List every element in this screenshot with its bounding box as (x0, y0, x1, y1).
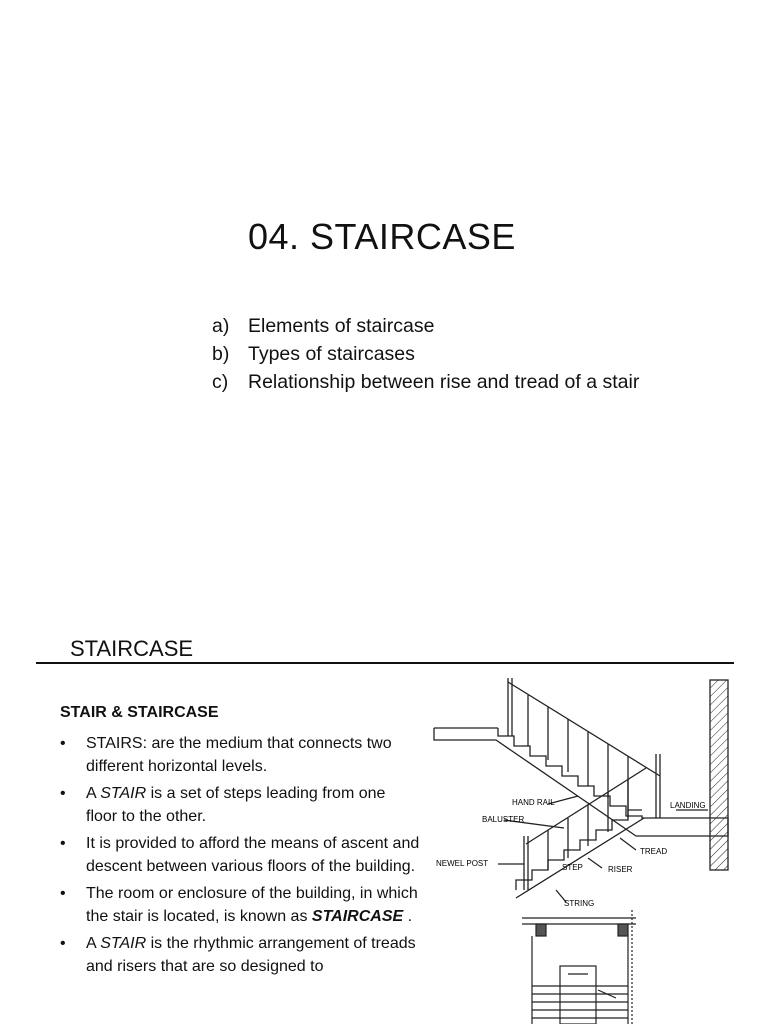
bullet-emphasis: STAIRCASE (311, 908, 404, 925)
bullet-item (58, 932, 420, 978)
bullet-text-post: is the rhythmic arrangement of treads and risers that are so designed to (86, 935, 416, 975)
bullet-text: It is provided to afford the means of ascent and descent between various floors of the building. (86, 835, 420, 875)
bullet-icon: • (60, 785, 66, 802)
bullet-icon: • (60, 885, 66, 902)
topic-list (212, 312, 639, 396)
label-string: STRING (564, 899, 595, 908)
list-text: Relationship between rise and tread of a stair (248, 371, 640, 393)
list-text: Types of staircases (248, 343, 415, 365)
bullet-text-post: is a set of steps leading from one floor to the other. (86, 785, 386, 825)
label-tread: TREAD (640, 847, 668, 856)
list-item (212, 368, 639, 396)
upper-slab (434, 728, 728, 836)
bullet-text-pre: The room or enclosure of the building, in which the stair is located, is known as (86, 885, 418, 925)
bullet-item (58, 832, 420, 878)
bullet-list (58, 732, 420, 982)
list-marker: a) (212, 315, 230, 337)
section-subtitle: STAIR & STAIRCASE (60, 704, 219, 721)
list-marker: b) (212, 343, 230, 365)
label-baluster: BALUSTER (482, 815, 525, 824)
lower-flight (516, 810, 642, 890)
bullet-text-pre: A (86, 785, 101, 802)
bullet-text: STAIRS: are the medium that connects two different horizontal levels. (86, 735, 392, 775)
bullet-icon: • (60, 735, 66, 752)
bullet-emphasis: STAIR (100, 935, 147, 952)
upper-handrail (508, 682, 660, 776)
title-underline (36, 662, 734, 664)
staircase-plan-diagram (508, 904, 648, 1024)
bullet-item (58, 782, 420, 828)
bullet-item (58, 882, 420, 928)
label-landing: LANDING (670, 801, 706, 810)
upper-balusters (528, 695, 628, 810)
bullet-icon: • (60, 935, 66, 952)
list-item (212, 312, 639, 340)
label-step: STEP (562, 863, 583, 872)
bullet-text-post: . (403, 908, 413, 925)
section-title: STAIRCASE (70, 636, 194, 661)
label-hand-rail: HAND RAIL (512, 798, 555, 807)
bullet-item (58, 732, 420, 778)
slide-title: 04. STAIRCASE (248, 216, 516, 257)
label-riser: RISER (608, 865, 633, 874)
label-newel-post: NEWEL POST (436, 859, 489, 868)
lower-balusters (548, 780, 628, 870)
list-item (212, 340, 639, 368)
wall-hatch (710, 680, 728, 870)
bullet-icon: • (60, 835, 66, 852)
staircase-elevation-diagram (416, 668, 736, 908)
plan-steps (532, 986, 628, 1018)
list-text: Elements of staircase (248, 315, 435, 337)
list-marker: c) (212, 371, 229, 393)
bullet-emphasis: STAIR (100, 785, 147, 802)
bullet-text-pre: A (86, 935, 101, 952)
